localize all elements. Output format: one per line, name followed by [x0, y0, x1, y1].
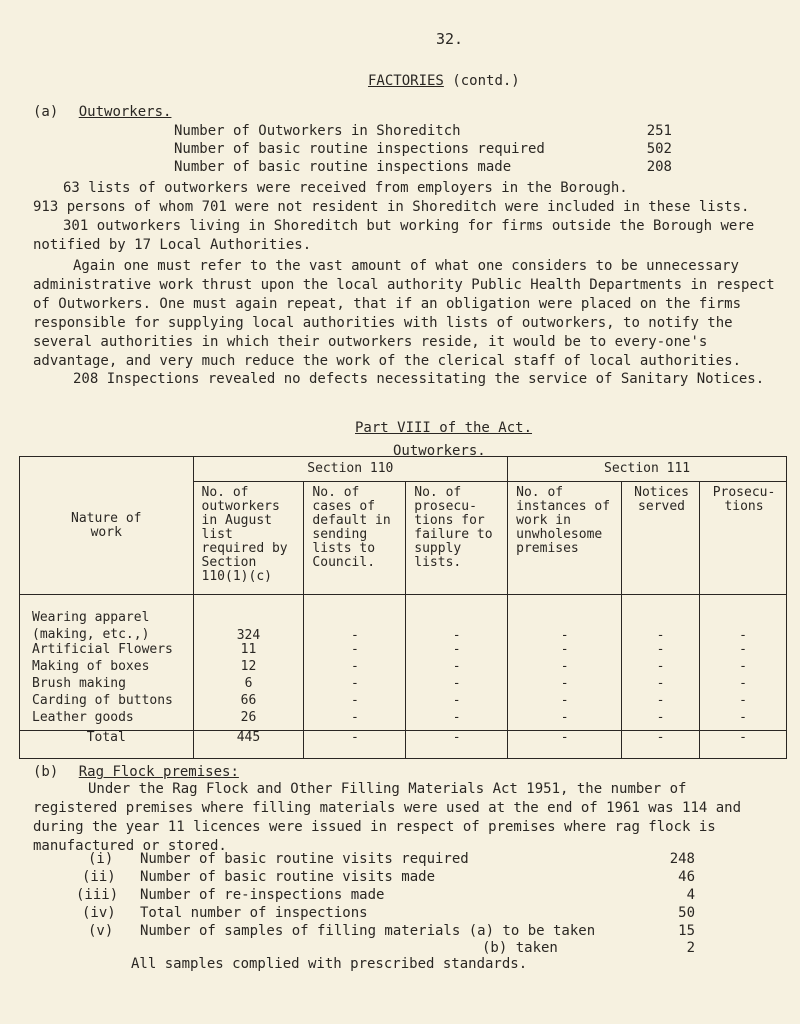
- paragraph: Again one must refer to the vast amount of what one considers to be unnecessary administrative work thrust upon the local authority Public Health Departments in respect of Outworkers. One must again repeat, that if an obligation were placed on the firms responsible for supplying local authorities with lists of outworkers, to notify the several authorities in which their outworkers reside, it would be to every-one's advantage, and very much reduce the work of the clerical staff of local authorities.: [33, 258, 775, 369]
- table-row: [20, 643, 787, 660]
- list-number: (ii): [82, 869, 116, 885]
- cell: -: [508, 694, 622, 711]
- rag-flock-title: Rag Flock premises:: [78, 764, 239, 780]
- cell: -: [700, 609, 787, 643]
- list-number: (iii): [76, 887, 119, 903]
- outworkers-label: (a): [33, 104, 59, 120]
- cell: -: [406, 660, 508, 677]
- list-label: Number of re-inspections made: [140, 887, 385, 903]
- table-row: [20, 660, 787, 677]
- rag-flock-label: (b): [33, 764, 59, 780]
- list-number: (iv): [82, 905, 116, 921]
- rag-flock-heading: [33, 764, 239, 780]
- list-value: 248: [669, 851, 695, 867]
- cell: -: [304, 731, 406, 759]
- rag-flock-paragraph: Under the Rag Flock and Other Filling Materials Act 1951, the number of registered premises where filling materials were used at the end of 1961 was 114 and during the year 11 licences were issued in respect of premises where rag flock is manufactured or stored.: [33, 781, 742, 854]
- row-name: Wearing apparel (making, etc.,): [20, 609, 194, 643]
- cell: -: [508, 731, 622, 759]
- cell: 445: [193, 731, 304, 759]
- cell: -: [406, 694, 508, 711]
- paragraph: 208 Inspections revealed no defects necessitating the service of Sanitary Notices.: [73, 371, 765, 387]
- cell: 12: [193, 660, 304, 677]
- table-row: [20, 711, 787, 731]
- row-name: Artificial Flowers: [20, 643, 194, 660]
- list-label: Number of basic routine visits made: [140, 869, 436, 885]
- list-label: Total number of inspections: [140, 905, 368, 921]
- paragraph: 301 outworkers living in Shoreditch but working for firms outside the Borough were notified by 17 Local Authorities.: [33, 218, 755, 253]
- column-header: Prosecu-tions: [700, 482, 787, 595]
- cell: -: [304, 609, 406, 643]
- row-name: Leather goods: [20, 711, 194, 731]
- cell: -: [304, 660, 406, 677]
- cell: -: [304, 643, 406, 660]
- cell: 324: [193, 609, 304, 643]
- cell: -: [700, 660, 787, 677]
- section-title-suffix: (contd.): [452, 73, 520, 89]
- cell: -: [700, 731, 787, 759]
- column-header: No. of outworkers in August list required by Section 110(1)(c): [193, 482, 304, 595]
- nature-header: Nature of work: [20, 457, 194, 595]
- stat-value: 251: [646, 123, 672, 139]
- stat-value: 502: [646, 141, 672, 157]
- cell: -: [622, 694, 700, 711]
- cell: -: [406, 711, 508, 731]
- column-header: No. of cases of default in sending lists to Council.: [304, 482, 406, 595]
- row-name: Brush making: [20, 677, 194, 694]
- cell: -: [700, 694, 787, 711]
- cell: -: [406, 609, 508, 643]
- cell: -: [622, 609, 700, 643]
- list-value: 15: [678, 923, 695, 939]
- section-title-main: FACTORIES: [368, 73, 444, 89]
- stat-label: Number of basic routine inspections made: [174, 159, 512, 175]
- section-110-header: Section 110: [193, 457, 508, 482]
- column-header: No. of instances of work in unwholesome premises: [508, 482, 622, 595]
- cell: -: [508, 677, 622, 694]
- cell: -: [304, 711, 406, 731]
- row-name: Making of boxes: [20, 660, 194, 677]
- list-sublabel: (b) taken: [482, 940, 558, 956]
- table-row: [20, 694, 787, 711]
- outworkers-table: [19, 456, 787, 759]
- list-number: (v): [88, 923, 114, 939]
- cell: -: [406, 677, 508, 694]
- total-label: Total: [20, 731, 194, 759]
- cell: 11: [193, 643, 304, 660]
- closing-note: All samples complied with prescribed standards.: [131, 956, 528, 972]
- cell: -: [508, 660, 622, 677]
- cell: 6: [193, 677, 304, 694]
- cell: -: [406, 731, 508, 759]
- cell: -: [508, 609, 622, 643]
- list-value: 50: [678, 905, 695, 921]
- column-header: Notices served: [622, 482, 700, 595]
- cell: -: [508, 711, 622, 731]
- table-subtitle: Outworkers.: [393, 443, 486, 459]
- cell: -: [508, 643, 622, 660]
- table-title: Part VIII of the Act.: [355, 420, 533, 436]
- outworkers-heading: [33, 104, 171, 120]
- stat-label: Number of basic routine inspections required: [174, 141, 545, 157]
- list-label: Number of basic routine visits required: [140, 851, 469, 867]
- cell: 66: [193, 694, 304, 711]
- cell: -: [700, 677, 787, 694]
- cell: -: [304, 694, 406, 711]
- cell: -: [406, 643, 508, 660]
- table-row: [20, 677, 787, 694]
- list-value: 4: [686, 887, 695, 903]
- outworkers-title: Outworkers.: [78, 104, 172, 120]
- list-value: 46: [678, 869, 695, 885]
- total-row: [20, 731, 787, 759]
- column-header: No. of prosecu-tions for failure to supply lists.: [406, 482, 508, 595]
- cell: -: [622, 731, 700, 759]
- list-value: 2: [686, 940, 695, 956]
- cell: -: [622, 711, 700, 731]
- paragraph-line: 63 lists of outworkers were received from employers in the Borough.: [63, 180, 628, 196]
- cell: -: [622, 660, 700, 677]
- row-name: Carding of buttons: [20, 694, 194, 711]
- cell: 26: [193, 711, 304, 731]
- list-label: Number of samples of filling materials (a) to be taken: [140, 923, 596, 939]
- section-111-header: Section 111: [508, 457, 787, 482]
- list-number: (i): [88, 851, 114, 867]
- cell: -: [700, 711, 787, 731]
- section-title: [368, 73, 520, 89]
- page-number: 32.: [436, 30, 464, 48]
- cell: -: [622, 677, 700, 694]
- stat-label: Number of Outworkers in Shoreditch: [174, 123, 461, 139]
- stat-value: 208: [646, 159, 672, 175]
- cell: -: [304, 677, 406, 694]
- cell: -: [622, 643, 700, 660]
- paragraph-line: 913 persons of whom 701 were not resident in Shoreditch were included in these lists.: [33, 199, 750, 215]
- cell: -: [700, 643, 787, 660]
- table-row: [20, 609, 787, 643]
